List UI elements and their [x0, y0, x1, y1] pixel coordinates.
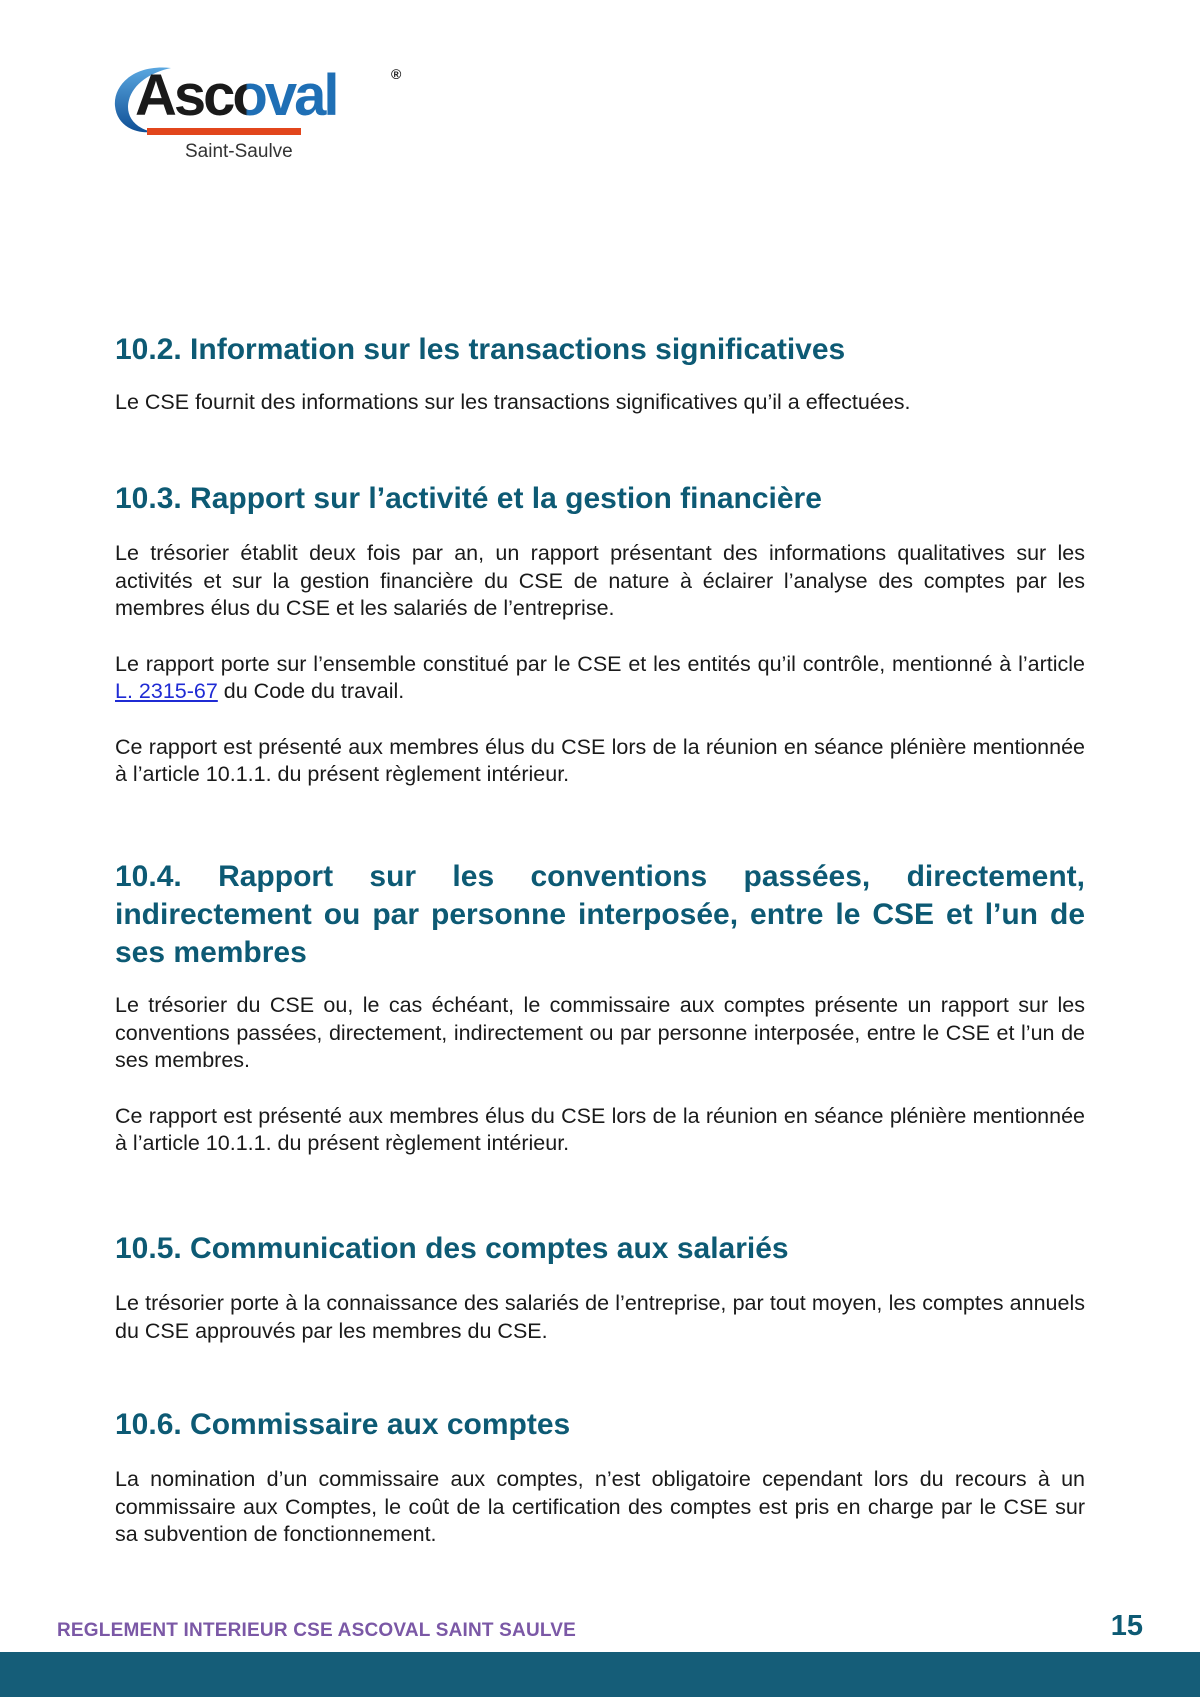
heading-10-6: 10.6. Commissaire aux comptes: [115, 1408, 571, 1441]
article-link[interactable]: L. 2315-67: [115, 679, 218, 703]
paragraph-10-4-1: Le trésorier du CSE ou, le cas échéant, le commissaire aux comptes présente un rapport sur les conventions passées, directement, indirectement ou par personne interposée, entre le CSE et l’un de ses membres.: [115, 993, 1085, 1072]
paragraph-10-3-2: [115, 651, 1085, 706]
logo-wordmark-text: Ascoval: [135, 63, 337, 128]
logo-wordmark: [135, 62, 336, 129]
logo-subtitle: Saint-Saulve: [185, 141, 293, 162]
footer-document-title: REGLEMENT INTERIEUR CSE ASCOVAL SAINT SAULVE: [57, 1620, 577, 1641]
paragraph-10-6-1: La nomination d’un commissaire aux comptes, n’est obligatoire cependant lors du recours à un commissaire aux Comptes, le coût de la certification des comptes est pris en charge par le CSE sur sa subvention de fonctionnement.: [115, 1467, 1085, 1546]
paragraph-10-3-2-text-a: Le rapport porte sur l’ensemble constitué par le CSE et les entités qu’il contrôle, mentionné à l’article: [115, 651, 1085, 676]
section-10-5: [115, 1230, 1085, 1345]
footer-bar: [0, 1652, 1200, 1697]
paragraph-10-2-1: Le CSE fournit des informations sur les transactions significatives qu’il a effectuées.: [115, 390, 911, 414]
paragraph-10-3-2-text-b: du Code du travail.: [217, 679, 405, 703]
paragraph-10-5-1: Le trésorier porte à la connaissance des salariés de l’entreprise, par tout moyen, les comptes annuels du CSE approuvés par les membres du CSE.: [115, 1291, 1085, 1343]
heading-10-5: 10.5. Communication des comptes aux salariés: [115, 1232, 789, 1265]
ascoval-logo: [113, 64, 413, 174]
page-number: 15: [1110, 1610, 1143, 1642]
section-10-4: [115, 858, 1085, 1158]
heading-10-2: 10.2. Information sur les transactions significatives: [115, 333, 846, 366]
section-10-2: [115, 331, 1085, 417]
section-10-3: [115, 480, 1085, 789]
heading-10-4: 10.4. Rapport sur les conventions passées, directement, indirectement ou par personne interposée, entre le CSE et l’un de ses membres: [115, 860, 1085, 969]
heading-10-3: 10.3. Rapport sur l’activité et la gestion financière: [115, 482, 822, 515]
section-10-6: [115, 1406, 1085, 1549]
paragraph-10-3-1: Le trésorier établit deux fois par an, un rapport présentant des informations qualitatives sur les activités et sur la gestion financière du CSE de nature à éclairer l’analyse des comptes par les membres élus du CSE et les salariés de l’entreprise.: [115, 541, 1085, 620]
paragraph-10-4-2: Ce rapport est présenté aux membres élus du CSE lors de la réunion en séance plénière mentionnée à l’article 10.1.1. du présent règlement intérieur.: [115, 1103, 1085, 1155]
registered-mark: ®: [391, 66, 402, 82]
paragraph-10-3-3: Ce rapport est présenté aux membres élus du CSE lors de la réunion en séance plénière mentionnée à l’article 10.1.1. du présent règlement intérieur.: [115, 734, 1085, 786]
